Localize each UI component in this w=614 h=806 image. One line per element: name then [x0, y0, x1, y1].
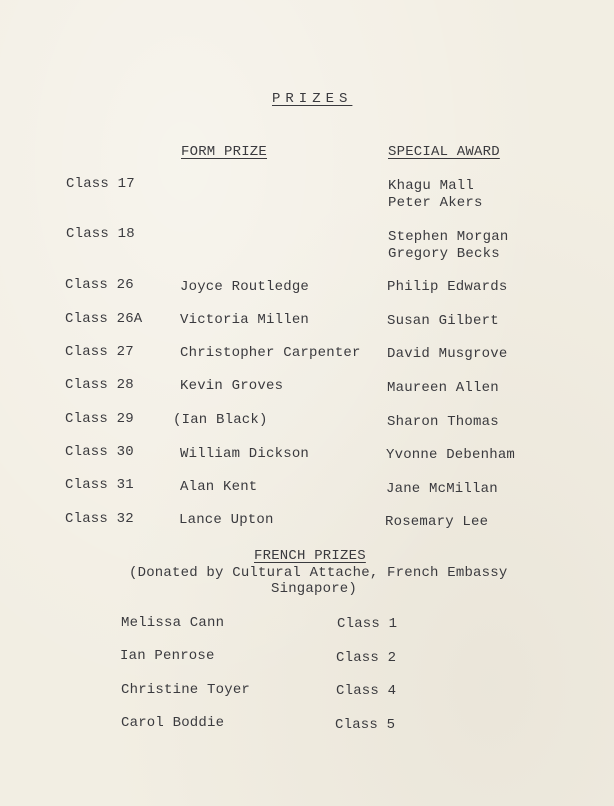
special-award-name: Peter Akers	[388, 195, 483, 211]
class-label: Class 28	[65, 377, 134, 393]
special-award-name: Yvonne Debenham	[386, 447, 516, 463]
form-prize-name: Joyce Routledge	[180, 279, 310, 295]
class-label: Class 29	[65, 411, 134, 427]
form-prize-name: Kevin Groves	[180, 378, 284, 394]
french-prize-name: Christine Toyer	[121, 682, 251, 698]
special-award-name: Maureen Allen	[387, 380, 499, 396]
class-label: Class 27	[65, 344, 134, 360]
form-prize-name: Victoria Millen	[180, 312, 310, 328]
french-prize-name: Ian Penrose	[120, 648, 215, 664]
special-award-name: Rosemary Lee	[385, 514, 489, 530]
special-award-name: Philip Edwards	[387, 279, 508, 295]
form-prize-name: Lance Upton	[179, 512, 274, 528]
form-prize-name: William Dickson	[180, 446, 310, 462]
french-prize-class: Class 1	[337, 616, 398, 632]
special-award-name: Gregory Becks	[388, 246, 500, 262]
class-label: Class 17	[66, 176, 135, 192]
class-label: Class 26	[65, 277, 134, 293]
french-prize-class: Class 4	[336, 683, 397, 699]
french-prize-class: Class 5	[335, 717, 396, 733]
form-prize-name: (Ian Black)	[173, 412, 268, 428]
class-label: Class 30	[65, 444, 134, 460]
special-award-name: Sharon Thomas	[387, 414, 499, 430]
special-award-name: Stephen Morgan	[388, 229, 509, 245]
french-prizes-note: Singapore)	[271, 581, 358, 597]
class-label: Class 18	[66, 226, 135, 242]
class-label: Class 32	[65, 511, 134, 527]
french-prize-name: Carol Boddie	[121, 715, 225, 731]
french-prize-name: Melissa Cann	[121, 615, 225, 631]
form-prize-header: FORM PRIZE	[181, 144, 268, 160]
special-award-name: Khagu Mall	[388, 178, 475, 194]
french-prizes-note: (Donated by Cultural Attache, French Embassy	[129, 565, 508, 581]
form-prize-name: Alan Kent	[180, 479, 258, 495]
class-label: Class 31	[65, 477, 134, 493]
special-award-name: Susan Gilbert	[387, 313, 499, 329]
page-title: PRIZES	[272, 91, 353, 107]
french-prizes-heading: FRENCH PRIZES	[254, 548, 366, 564]
form-prize-name: Christopher Carpenter	[180, 345, 361, 361]
special-award-name: David Musgrove	[387, 346, 508, 362]
french-prize-class: Class 2	[336, 650, 397, 666]
special-award-header: SPECIAL AWARD	[388, 144, 500, 160]
special-award-name: Jane McMillan	[386, 481, 498, 497]
class-label: Class 26A	[65, 311, 143, 327]
